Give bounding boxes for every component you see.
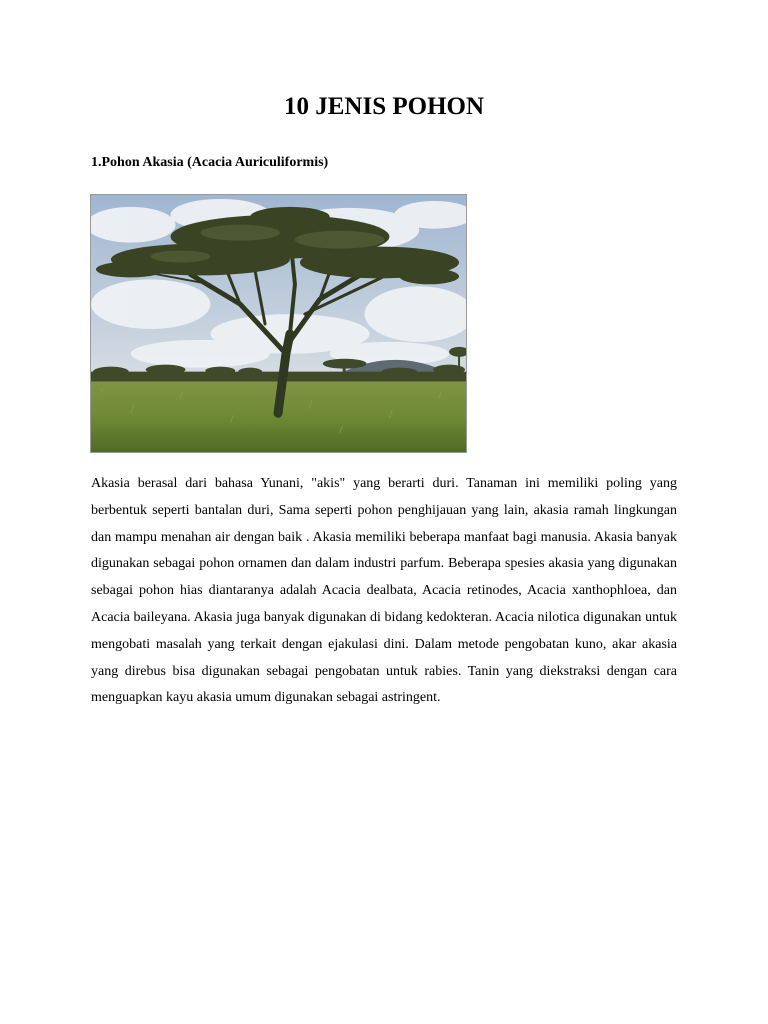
acacia-tree-photo [90, 194, 467, 453]
section-heading: 1.Pohon Akasia (Acacia Auriculiformis) [91, 155, 329, 170]
document-title: 10 JENIS POHON [283, 93, 485, 120]
body-paragraph: Akasia berasal dari bahasa Yunani, "akis" yang berarti duri. Tanaman ini memiliki poling yang berbentuk seperti bantalan duri, Sama seperti pohon penghijauan yang lain, akasia ramah lingkungan dan mampu menahan air dengan baik . Akasia memiliki beberapa manfaat bagi manusia. Akasia banyak digunakan sebagai pohon ornamen dan dalam industri parfum. Beberapa spesies akasia yang digunakan sebagai pohon hias diantaranya adalah Acacia dealbata, Acacia retinodes, Acacia xanthophloea, dan Acacia baileyana. Akasia juga banyak digunakan di bidang kedokteran. Acacia nilotica digunakan untuk mengobati masalah yang terkait dengan ejakulasi dini. Dalam metode pengobatan kuno, akar akasia yang direbus bisa digunakan sebagai pengobatan untuk rabies. Tanin yang diekstraksi dengan cara menguapkan kayu akasia umum digunakan sebagai astringent. [91, 476, 677, 706]
acacia-tree-illustration [91, 195, 466, 452]
